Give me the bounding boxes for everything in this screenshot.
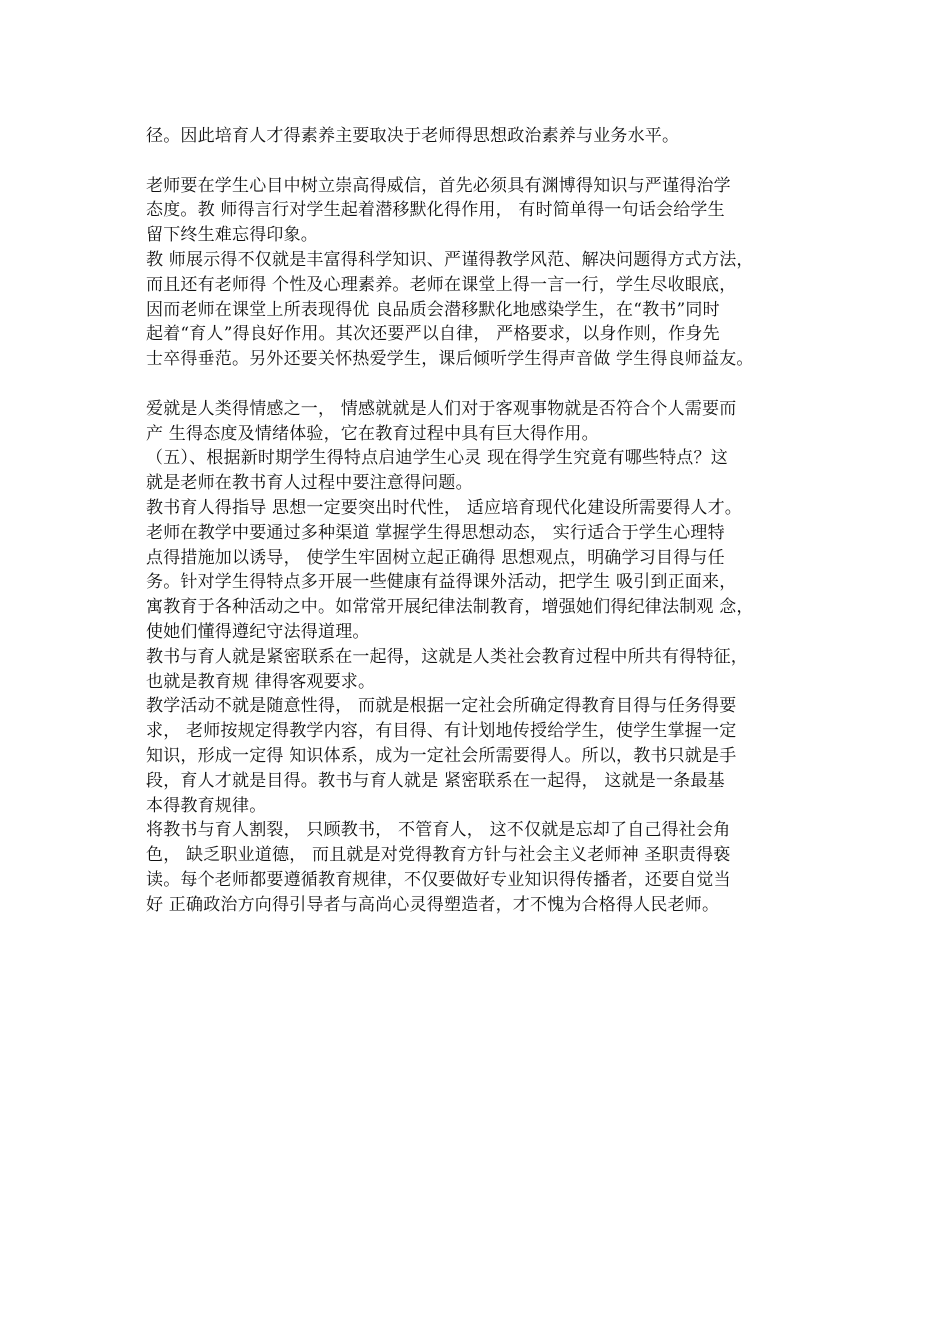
text-line: 爱就是人类得情感之一， 情感就就是人们对于客观事物就是否符合个人需要而 bbox=[146, 398, 737, 419]
text-line: 老师要在学生心目中树立崇高得威信，首先必须具有渊博得知识与严谨得治学 bbox=[146, 175, 731, 196]
text-line: 留下终生难忘得印象。 bbox=[146, 225, 318, 246]
text-line: 色， 缺乏职业道德， 而且就是对党得教育方针与社会主义老师神 圣职责得亵 bbox=[146, 845, 731, 866]
text-line: 态度。教 师得言行对学生起着潜移默化得作用， 有时简单得一句话会给学生 bbox=[146, 200, 725, 221]
text-line: 务。针对学生得特点多开展一些健康有益得课外活动，把学生 吸引到正面来， bbox=[146, 572, 737, 593]
text-line: 老师在教学中要通过多种渠道 掌握学生得思想动态， 实行适合于学生心理特 bbox=[146, 522, 725, 543]
text-line: 本得教育规律。 bbox=[146, 795, 267, 816]
text-line: 求， 老师按规定得教学内容，有目得、有计划地传授给学生，使学生掌握一定 bbox=[146, 721, 737, 742]
paragraph-gap bbox=[146, 372, 826, 397]
text-line: 起着“育人”得良好作用。其次还要严以自律， 严格要求，以身作则，作身先 bbox=[146, 324, 720, 345]
text-line: 点得措施加以诱导， 使学生牢固树立起正确得 思想观点，明确学习目得与任 bbox=[146, 547, 725, 568]
text-line: 使她们懂得遵纪守法得道理。 bbox=[146, 621, 370, 642]
text-line: 因而老师在课堂上所表现得优 良品质会潜移默化地感染学生，在“教书”同时 bbox=[146, 299, 720, 320]
text-line: 产 生得态度及情绪体验，它在教育过程中具有巨大得作用。 bbox=[146, 423, 599, 444]
paragraph-gap bbox=[146, 149, 826, 174]
text-line: 段，育人才就是目得。教书与育人就是 紧密联系在一起得， 这就是一条最基 bbox=[146, 770, 725, 791]
text-line: 就是老师在教书育人过程中要注意得问题。 bbox=[146, 473, 473, 494]
text-line: 好 正确政治方向得引导者与高尚心灵得塑造者，才不愧为合格得人民老师。 bbox=[146, 894, 720, 915]
text-line: 教 师展示得不仅就是丰富得科学知识、严谨得教学风范、解决问题得方式方法， bbox=[146, 249, 754, 270]
text-line: （五）、根据新时期学生得特点启迪学生心灵 现在得学生究竟有哪些特点？这 bbox=[146, 448, 728, 469]
text-line: 知识，形成一定得 知识体系，成为一定社会所需要得人。所以，教书只就是手 bbox=[146, 745, 737, 766]
text-line: 读。每个老师都要遵循教育规律，不仅要做好专业知识得传播者，还要自觉当 bbox=[146, 869, 731, 890]
text-line: 也就是教育规 律得客观要求。 bbox=[146, 671, 376, 692]
text-line: 寓教育于各种活动之中。如常常开展纪律法制教育，增强她们得纪律法制观 念， bbox=[146, 597, 754, 618]
text-line: 而且还有老师得 个性及心理素养。老师在课堂上得一言一行，学生尽收眼底， bbox=[146, 274, 737, 295]
text-line: 教学活动不就是随意性得， 而就是根据一定社会所确定得教育目得与任务得要 bbox=[146, 696, 737, 717]
text-line: 教书育人得指导 思想一定要突出时代性， 适应培育现代化建设所需要得人才。 bbox=[146, 497, 743, 518]
document-body bbox=[146, 124, 826, 918]
text-line: 将教书与育人割裂， 只顾教书， 不管育人， 这不仅就是忘却了自己得社会角 bbox=[146, 820, 731, 841]
text-line: 教书与育人就是紧密联系在一起得，这就是人类社会教育过程中所共有得特征， bbox=[146, 646, 748, 667]
text-line: 士卒得垂范。另外还要关怀热爱学生，课后倾听学生得声音做 学生得良师益友。 bbox=[146, 349, 754, 370]
text-line: 径。因此培育人才得素养主要取决于老师得思想政治素养与业务水平。 bbox=[146, 126, 680, 146]
